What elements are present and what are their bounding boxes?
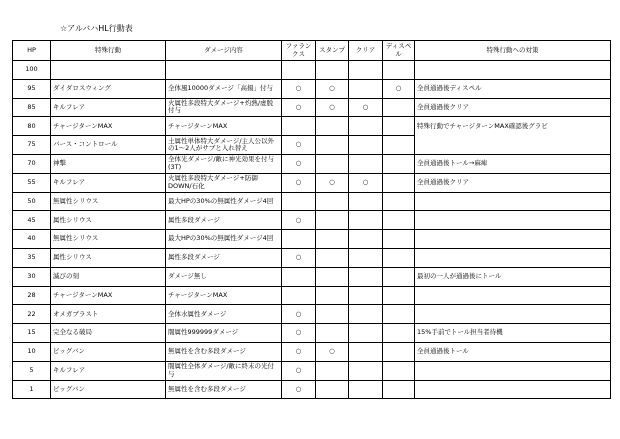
cell-damage: ダメージ無し <box>166 267 282 286</box>
cell-dispel-mark <box>383 211 415 230</box>
cell-hp: 5 <box>13 361 51 380</box>
table-row <box>13 324 611 343</box>
cell-action: チャージターンMAX <box>51 286 166 305</box>
cell-note: 全員通過後トール <box>415 342 611 361</box>
cell-damage: 最大HPの30%の無属性ダメージ4回 <box>166 192 282 211</box>
cell-stamp-mark: ○ <box>316 342 349 361</box>
cell-note <box>415 230 611 249</box>
cell-damage: チャージターンMAX <box>166 286 282 305</box>
cell-note <box>415 286 611 305</box>
cell-stamp-mark <box>316 248 349 267</box>
cell-phalanx-mark <box>282 286 316 305</box>
cell-hp: 45 <box>13 211 51 230</box>
cell-note: 特殊行動でチャージターンMAX確認後グラビ <box>415 117 611 136</box>
table-row <box>13 192 611 211</box>
cell-hp: 15 <box>13 324 51 343</box>
cell-hp: 28 <box>13 286 51 305</box>
table-row <box>13 342 611 361</box>
cell-damage: 火属性多段特大ダメージ+防御DOWN/石化 <box>166 173 282 192</box>
cell-clear-mark <box>349 154 383 173</box>
cell-dispel-mark <box>383 361 415 380</box>
cell-dispel-mark <box>383 305 415 324</box>
table-row <box>13 361 611 380</box>
cell-hp: 70 <box>13 154 51 173</box>
column-header-stamp: スタンプ <box>316 41 349 61</box>
cell-action: キルフレア <box>51 173 166 192</box>
cell-dispel-mark <box>383 342 415 361</box>
cell-damage: 火属性多段特大ダメージ+灼熱/虚脱付与 <box>166 98 282 117</box>
cell-phalanx-mark: ○ <box>282 324 316 343</box>
column-header-hp: HP <box>13 41 51 61</box>
column-header-action: 特殊行動 <box>51 41 166 61</box>
cell-stamp-mark <box>316 361 349 380</box>
cell-damage: 全体水属性ダメージ <box>166 305 282 324</box>
cell-dispel-mark: ○ <box>383 79 415 98</box>
cell-clear-mark <box>349 324 383 343</box>
cell-clear-mark <box>349 248 383 267</box>
cell-dispel-mark <box>383 173 415 192</box>
cell-note: 最初の一人が通過後にトール <box>415 267 611 286</box>
cell-dispel-mark <box>383 380 415 399</box>
cell-dispel-mark <box>383 324 415 343</box>
cell-phalanx-mark <box>282 117 316 136</box>
cell-note: 15%手前でトール担当者待機 <box>415 324 611 343</box>
cell-hp: 1 <box>13 380 51 399</box>
cell-clear-mark <box>349 136 383 155</box>
cell-hp: 85 <box>13 98 51 117</box>
table-row <box>13 286 611 305</box>
table-row <box>13 117 611 136</box>
cell-hp: 30 <box>13 267 51 286</box>
cell-phalanx-mark: ○ <box>282 342 316 361</box>
cell-stamp-mark: ○ <box>316 173 349 192</box>
cell-phalanx-mark: ○ <box>282 173 316 192</box>
cell-hp: 50 <box>13 192 51 211</box>
cell-stamp-mark <box>316 267 349 286</box>
cell-note <box>415 192 611 211</box>
cell-damage: 無属性を含む多段ダメージ <box>166 342 282 361</box>
cell-action: ビッグバン <box>51 380 166 399</box>
action-table <box>12 40 611 399</box>
cell-phalanx-mark: ○ <box>282 305 316 324</box>
cell-hp: 35 <box>13 248 51 267</box>
cell-dispel-mark <box>383 136 415 155</box>
cell-action: 属性シリウス <box>51 211 166 230</box>
table-row <box>13 230 611 249</box>
cell-damage: 属性多段ダメージ <box>166 211 282 230</box>
cell-stamp-mark <box>316 324 349 343</box>
cell-dispel-mark <box>383 61 415 80</box>
cell-phalanx-mark: ○ <box>282 380 316 399</box>
cell-action: キルフレア <box>51 361 166 380</box>
cell-clear-mark <box>349 286 383 305</box>
table-row <box>13 154 611 173</box>
table-row <box>13 61 611 80</box>
cell-action: 属性シリウス <box>51 248 166 267</box>
table-row <box>13 267 611 286</box>
cell-action: ダイダロスウィング <box>51 79 166 98</box>
cell-clear-mark <box>349 79 383 98</box>
cell-dispel-mark <box>383 192 415 211</box>
column-header-damage: ダメージ内容 <box>166 41 282 61</box>
cell-stamp-mark <box>316 211 349 230</box>
cell-damage: 全体光ダメージ/敵に神光効果を付与(3T) <box>166 154 282 173</box>
cell-action: ビッグバン <box>51 342 166 361</box>
cell-dispel-mark <box>383 117 415 136</box>
column-header-clear: クリア <box>349 41 383 61</box>
cell-damage: 闇属性全体ダメージ/敵に終末の光付与 <box>166 361 282 380</box>
cell-action: 滅びの刻 <box>51 267 166 286</box>
cell-action <box>51 61 166 80</box>
cell-hp: 55 <box>13 173 51 192</box>
cell-hp: 40 <box>13 230 51 249</box>
cell-action: チャージターンMAX <box>51 117 166 136</box>
cell-damage: 闇属性999999ダメージ <box>166 324 282 343</box>
cell-dispel-mark <box>383 286 415 305</box>
cell-action: 完全なる破局 <box>51 324 166 343</box>
sheet-title: ☆アルバハHL行動表 <box>60 24 133 33</box>
cell-phalanx-mark: ○ <box>282 98 316 117</box>
cell-dispel-mark <box>383 267 415 286</box>
cell-clear-mark <box>349 380 383 399</box>
cell-stamp-mark <box>316 117 349 136</box>
cell-damage: 最大HPの30%の無属性ダメージ4回 <box>166 230 282 249</box>
cell-note <box>415 136 611 155</box>
cell-clear-mark <box>349 230 383 249</box>
cell-phalanx-mark <box>282 61 316 80</box>
cell-phalanx-mark: ○ <box>282 248 316 267</box>
cell-note: 全員通過後クリア <box>415 173 611 192</box>
cell-hp: 22 <box>13 305 51 324</box>
cell-damage: 土属性単体特大ダメージ/主人公以外の1～2人がサブと入れ替え <box>166 136 282 155</box>
cell-stamp-mark <box>316 154 349 173</box>
cell-note: 全員通過後クリア <box>415 98 611 117</box>
cell-note <box>415 248 611 267</box>
cell-hp: 95 <box>13 79 51 98</box>
cell-phalanx-mark <box>282 230 316 249</box>
cell-clear-mark <box>349 117 383 136</box>
cell-hp: 10 <box>13 342 51 361</box>
cell-phalanx-mark <box>282 267 316 286</box>
cell-dispel-mark <box>383 154 415 173</box>
table-row <box>13 136 611 155</box>
cell-clear-mark <box>349 211 383 230</box>
cell-action: オメガブラスト <box>51 305 166 324</box>
table-row <box>13 79 611 98</box>
column-header-note: 特殊行動への対策 <box>415 41 611 61</box>
column-header-dispel: ディスペル <box>383 41 415 61</box>
cell-stamp-mark <box>316 286 349 305</box>
cell-action: キルフレア <box>51 98 166 117</box>
cell-damage: 全体風10000ダメージ「高揚」付与 <box>166 79 282 98</box>
cell-clear-mark: ○ <box>349 173 383 192</box>
cell-hp: 75 <box>13 136 51 155</box>
table-row <box>13 305 611 324</box>
cell-note <box>415 211 611 230</box>
cell-dispel-mark <box>383 98 415 117</box>
cell-clear-mark <box>349 192 383 211</box>
cell-damage: 無属性を含む多段ダメージ <box>166 380 282 399</box>
cell-action: 無属性シリウス <box>51 230 166 249</box>
cell-phalanx-mark: ○ <box>282 361 316 380</box>
cell-phalanx-mark <box>282 192 316 211</box>
cell-phalanx-mark: ○ <box>282 211 316 230</box>
cell-phalanx-mark: ○ <box>282 154 316 173</box>
cell-stamp-mark <box>316 192 349 211</box>
cell-stamp-mark <box>316 380 349 399</box>
cell-stamp-mark: ○ <box>316 79 349 98</box>
cell-note <box>415 305 611 324</box>
cell-damage <box>166 61 282 80</box>
cell-note <box>415 380 611 399</box>
cell-action: バース・コントロール <box>51 136 166 155</box>
cell-stamp-mark <box>316 61 349 80</box>
cell-action: 無属性シリウス <box>51 192 166 211</box>
table-row <box>13 211 611 230</box>
cell-clear-mark <box>349 342 383 361</box>
cell-stamp-mark <box>316 230 349 249</box>
cell-hp: 80 <box>13 117 51 136</box>
cell-dispel-mark <box>383 248 415 267</box>
cell-note: 全員通過後ディスペル <box>415 79 611 98</box>
cell-clear-mark <box>349 267 383 286</box>
cell-action: 神撃 <box>51 154 166 173</box>
table-row <box>13 98 611 117</box>
table-row <box>13 173 611 192</box>
cell-note: 全員通過後トール→麻痺 <box>415 154 611 173</box>
cell-clear-mark <box>349 61 383 80</box>
cell-clear-mark <box>349 361 383 380</box>
table-row <box>13 248 611 267</box>
cell-stamp-mark <box>316 305 349 324</box>
cell-note <box>415 61 611 80</box>
cell-clear-mark: ○ <box>349 98 383 117</box>
cell-clear-mark <box>349 305 383 324</box>
cell-phalanx-mark: ○ <box>282 136 316 155</box>
cell-phalanx-mark: ○ <box>282 79 316 98</box>
cell-note <box>415 361 611 380</box>
cell-hp: 100 <box>13 61 51 80</box>
cell-damage: 属性多段ダメージ <box>166 248 282 267</box>
cell-stamp-mark: ○ <box>316 98 349 117</box>
cell-stamp-mark <box>316 136 349 155</box>
table-row <box>13 380 611 399</box>
table-header-row <box>13 41 611 61</box>
column-header-phalanx: ファランクス <box>282 41 316 61</box>
cell-damage: チャージターンMAX <box>166 117 282 136</box>
cell-dispel-mark <box>383 230 415 249</box>
